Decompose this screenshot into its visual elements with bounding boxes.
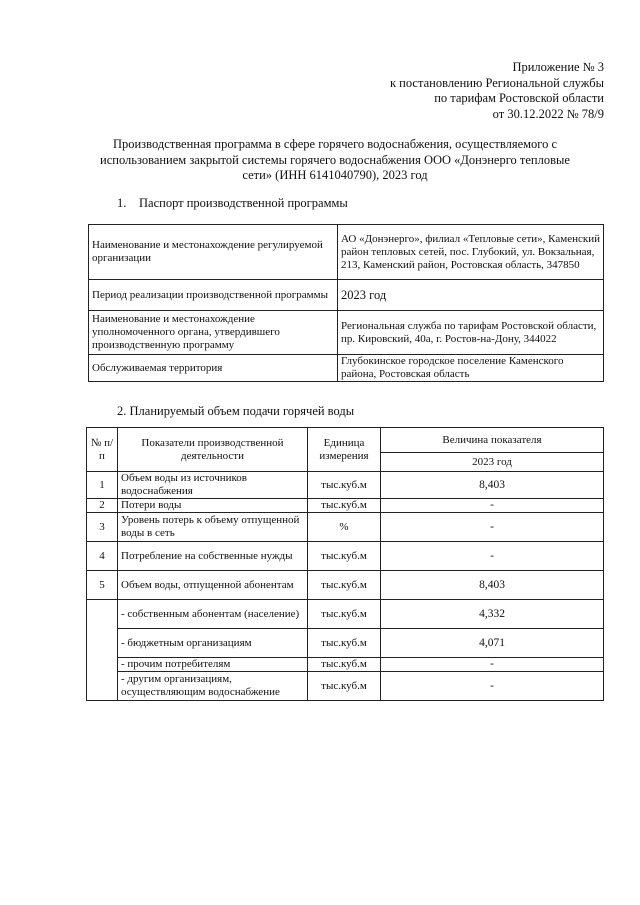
table-subrow xyxy=(87,600,604,629)
subrow-name: - другим организациям, осуществляющим водоснабжение xyxy=(118,672,308,701)
passport-value: АО «Донэнерго», филиал «Тепловые сети», Каменский район тепловых сетей, пос. Глубокий, ул. Вокзальная, 213, Каменский район, Ростовская область, 347850 xyxy=(338,225,604,280)
header-num: № п/п xyxy=(87,428,118,472)
passport-value: 2023 год xyxy=(338,280,604,311)
table-row xyxy=(87,499,604,513)
passport-label: Наименование и местонахождение регулируемой организации xyxy=(89,225,338,280)
subrow-unit: тыс.куб.м xyxy=(308,672,381,701)
subrow-name: - бюджетным организациям xyxy=(118,629,308,658)
appendix-header xyxy=(304,60,604,122)
table-row xyxy=(87,513,604,542)
subrow-unit: тыс.куб.м xyxy=(308,658,381,672)
table-row xyxy=(87,571,604,600)
appendix-line-3: по тарифам Ростовской области xyxy=(434,91,604,105)
subrow-value: - xyxy=(381,672,604,701)
row-value: 8,403 xyxy=(381,571,604,600)
appendix-line-1: Приложение № 3 xyxy=(512,60,604,74)
subrow-num-cell xyxy=(87,600,118,701)
passport-value: Глубокинское городское поселение Каменского района, Ростовская область xyxy=(338,355,604,382)
section-1-heading xyxy=(117,196,348,211)
passport-row xyxy=(89,280,604,311)
row-value: - xyxy=(381,499,604,513)
table-row xyxy=(87,542,604,571)
subrow-value: 4,071 xyxy=(381,629,604,658)
passport-row xyxy=(89,355,604,382)
document-title xyxy=(90,137,580,184)
section-1-number: 1. xyxy=(117,196,127,210)
row-unit: % xyxy=(308,513,381,542)
volume-table xyxy=(86,427,604,701)
appendix-line-2: к постановлению Региональной службы xyxy=(389,75,604,90)
row-num: 3 xyxy=(87,513,118,542)
table-subrow xyxy=(87,629,604,658)
row-value: 8,403 xyxy=(381,472,604,499)
table-subrow xyxy=(87,658,604,672)
header-value: Величина показателя xyxy=(381,428,604,453)
row-num: 5 xyxy=(87,571,118,600)
row-unit: тыс.куб.м xyxy=(308,571,381,600)
subrow-name: - собственным абонентам (население) xyxy=(118,600,308,629)
title-line-2: использованием закрытой системы горячего водоснабжения ООО «Донэнерго тепловые xyxy=(100,152,570,167)
row-value: - xyxy=(381,513,604,542)
row-name: Объем воды из источников водоснабжения xyxy=(118,472,308,499)
header-unit: Единица измерения xyxy=(308,428,381,472)
subrow-value: 4,332 xyxy=(381,600,604,629)
passport-value: Региональная служба по тарифам Ростовской области, пр. Кировский, 40а, г. Ростов-на-Дону, 344022 xyxy=(338,311,604,355)
passport-label: Обслуживаемая территория xyxy=(89,355,338,382)
table-subrow xyxy=(87,672,604,701)
row-name: Потребление на собственные нужды xyxy=(118,542,308,571)
row-name: Уровень потерь к объему отпущенной воды в сеть xyxy=(118,513,308,542)
row-name: Потери воды xyxy=(118,499,308,513)
subrow-value: - xyxy=(381,658,604,672)
subrow-name: - прочим потребителям xyxy=(118,658,308,672)
row-value: - xyxy=(381,542,604,571)
passport-table xyxy=(88,224,604,382)
row-unit: тыс.куб.м xyxy=(308,499,381,513)
passport-label: Наименование и местонахождение уполномоченного органа, утвердившего производственную программу xyxy=(89,311,338,355)
section-1-title: Паспорт производственной программы xyxy=(139,196,348,210)
volume-header-row xyxy=(87,428,604,453)
header-year: 2023 год xyxy=(381,453,604,472)
subrow-unit: тыс.куб.м xyxy=(308,629,381,658)
title-line-1: Производственная программа в сфере горячего водоснабжения, осуществляемого с xyxy=(112,137,558,151)
title-line-3: сети» (ИНН 6141040790), 2023 год xyxy=(242,168,428,182)
section-2-heading: 2. Планируемый объем подачи горячей воды xyxy=(117,404,355,418)
appendix-line-4: от 30.12.2022 № 78/9 xyxy=(492,106,604,121)
table-row xyxy=(87,472,604,499)
passport-label: Период реализации производственной программы xyxy=(89,280,338,311)
row-name: Объем воды, отпущенной абонентам xyxy=(118,571,308,600)
row-unit: тыс.куб.м xyxy=(308,542,381,571)
row-num: 4 xyxy=(87,542,118,571)
header-name: Показатели производственной деятельности xyxy=(118,428,308,472)
passport-row xyxy=(89,225,604,280)
row-num: 1 xyxy=(87,472,118,499)
passport-row xyxy=(89,311,604,355)
row-unit: тыс.куб.м xyxy=(308,472,381,499)
subrow-unit: тыс.куб.м xyxy=(308,600,381,629)
row-num: 2 xyxy=(87,499,118,513)
